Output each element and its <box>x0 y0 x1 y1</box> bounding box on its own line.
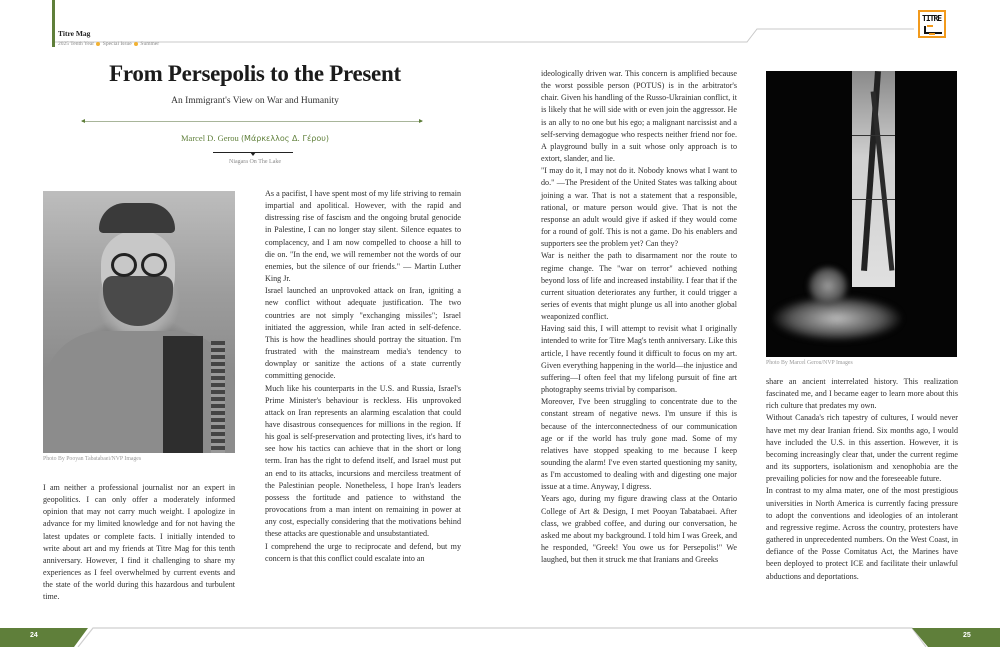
article-subtitle: An Immigrant's View on War and Humanity <box>171 96 339 106</box>
paragraph: "I may do it, I may not do it. Nobody knows what I want to do." —The President of the United States was talking about joining a war. That is not a statement that a responsible, rational, or mature person would give. That is not the response an adult would give if asked if they would come for a round of golf. This is not a game. Do his enablers and supporters see the problem yet? Can they? <box>541 166 737 249</box>
photo-detail <box>43 331 235 453</box>
paragraph: Moreover, I've been struggling to concentrate due to the constant stream of negative news. I'm unsure if this is because of the interconnectedness of our communication age or if the world has truly gone mad. Some of my relatives have stopped speaking to me because I keep sounding the alarm! I've even started questioning my sanity, as I'm accustomed to dealing with and digesting one major issue at a time. Anyway, I digress. <box>541 397 737 492</box>
magazine-name: Titre Mag <box>58 29 91 38</box>
paragraph: Years ago, during my figure drawing class at the Ontario College of Art & Design, I met Pooyan Tabatabaei. After class, we grabbed coffee, and during our conversation, he asked me about my background. I told him I was Greek, and he responded, "Greek! You owe us for Persepolis!" We laughed, but then it struck me that Iranians and Greeks <box>541 494 737 565</box>
text-column-3 <box>541 68 737 566</box>
photo-detail <box>871 91 895 271</box>
paragraph: Without Canada's rich tapestry of cultures, I would never have met my dear Iranian friend. Six months ago, I would have included the U.S. in this assertion. However, it is becoming increasingly clear that, under the current regime and its supporters, isolationism and xenophobia are the prevailing policies for now and the foreseeable future. <box>766 413 958 484</box>
text-column-2 <box>265 188 461 565</box>
text-column-4 <box>766 376 958 583</box>
photo-detail <box>111 253 137 277</box>
article-title: From Persepolis to the Present <box>109 61 401 86</box>
page-number-right: 25 <box>963 632 971 639</box>
photo-detail <box>852 71 895 287</box>
photo-detail <box>99 203 175 233</box>
author-byline <box>60 133 450 143</box>
right-page-tab <box>912 628 1000 647</box>
paragraph: share an ancient interrelated history. This realization fascinated me, and I became eager to learn more about this rich culture that predates my own. <box>766 377 958 411</box>
paragraph: In contrast to my alma mater, one of the most prestigious universities in North America is currently facing pressure to adopt the conventions and ideologies of an intolerant and regressive regime. Across the country, protesters have gathered in unprecedented numbers. On the West Coast, in defiance of the Posse Comitatus Act, the Marines have been deployed to protect ICE and facilitate their unlawful abductions and deportations. <box>766 486 958 581</box>
bullet-dot-icon <box>134 42 138 46</box>
portrait-photo-credit: Photo By Pooyan Tabatabaei/NVP Images <box>43 456 142 462</box>
paragraph: Much like his counterparts in the U.S. and Russia, Israel's Prime Minister's behaviour is reckless. His unprovoked attack on Iran represents an alarming escalation that could have disastrous consequences for millions in the region. If his goal is self-preservation and protecting lives, it's hard to see how his tactics can achieve that in the short or long term. Iran has the right to defend itself, and Israel must put an end to its attacks, incursions and merciless treatment of the Palestinian people. Nonetheless, I hope Iran's leaders possess the fortitude and patience to withstand the provocations from a man intent on remaining in power at any cost, especially considering that the motivations behind these attacks are questionable and unsubstantiated. <box>265 383 461 539</box>
issue-info <box>58 41 159 47</box>
page-number-left: 24 <box>30 632 38 639</box>
left-page-tab <box>0 628 88 647</box>
title-divider <box>82 121 422 122</box>
photo-detail <box>806 266 850 306</box>
issue-type: Special Issue <box>102 41 132 47</box>
photo-detail <box>103 276 173 326</box>
byline-divider <box>213 152 293 153</box>
author-name-greek: (Μάρκελλος Δ. Γέρου) <box>240 134 330 143</box>
logo-accent <box>929 33 935 35</box>
paragraph: I comprehend the urge to reciprocate and defend, but my concern is that this conflict could escalate into an <box>265 541 461 563</box>
issue-year: 2025 Tenth Year <box>58 41 95 47</box>
text-column-1 <box>43 482 235 604</box>
window-photo <box>766 71 957 357</box>
paragraph: War is neither the path to disarmament nor the route to regime change. The "war on terror" achieved nothing beyond loss of life and increased instability. I fear that if the current situation deteriorates any further, it could trigger a series of events that might plunge us all into another global weaponized conflict. <box>541 251 737 322</box>
paragraph: I am neither a professional journalist nor an expert in geopolitics. I can only offer a moderately informed opinion that may not carry much weight. I apologize in advance for my limited knowledge and for not having the latest updates or complete facts. I initially intended to write about art and my friends at Titre Mag for this tenth anniversary. However, I find it challenging to share my experiences as I feel overwhelmed by current events and the state of the world during this hazardous and turbulent time. <box>43 483 235 602</box>
logo-accent <box>927 25 933 27</box>
author-name: Marcel D. Gerou <box>180 133 239 143</box>
author-portrait-photo <box>43 191 235 453</box>
paragraph: Israel launched an unprovoked attack on Iran, igniting a new conflict without adequate justification. The two countries are not simply "exchanging missiles"; Israel initiated the aggression, while Iran acted in self-defence. This is how the headlines should portray the situation. I'm frustrated with the mainstream media's tendency to downplay or sanitize the actions of a state currently committing genocide. <box>265 286 461 381</box>
photo-detail <box>852 199 895 200</box>
logo-text: TITRE <box>922 14 942 23</box>
paragraph: Having said this, I will attempt to revisit what I originally intended to write for Titre Mag's tenth anniversary. Like this article, I have recently found it difficult to focus on my art. Given everything happening in the world—the injustice and suffering—I often feel that my lifelong pursuit of fine art photography seems trivial by comparison. <box>541 324 737 395</box>
window-photo-credit: Photo By Marcel Gerou/NVP Images <box>766 360 853 366</box>
issue-season: Summer <box>140 41 160 47</box>
bullet-dot-icon <box>96 42 100 46</box>
titre-logo <box>918 10 946 38</box>
photo-detail <box>852 135 895 136</box>
photo-detail <box>211 341 225 453</box>
dateline-location: Niagara On The Lake <box>228 159 282 165</box>
paragraph: As a pacifist, I have spent most of my life striving to remain impartial and apolitical. However, with the rapid and distressing rise of fascism and the ongoing brutal genocide in Palestine, I can no longer stay silent. Silence equates to complacency, and I am now compelled to choose a hill to die on. "In the end, we will remember not the words of our enemies, but the silence of our friends." — Martin Luther King Jr. <box>265 189 461 284</box>
header-rule <box>0 0 1000 60</box>
footer-band <box>0 620 1000 647</box>
photo-detail <box>163 336 203 453</box>
accent-bar <box>52 0 55 47</box>
photo-detail <box>141 253 167 277</box>
paragraph: ideologically driven war. This concern is amplified because the worst possible person (POTUS) is in the arbitrator's chair. Given his handling of the Russo-Ukrainian conflict, it is likely that he will side with or even join the aggressor. He is an ally to no one but his ego; a malignant narcissist and a self-serving demagogue who respects neither friend nor foe. A playground bully in a suit whose only approach is to extort, slander, and lie. <box>541 69 737 164</box>
